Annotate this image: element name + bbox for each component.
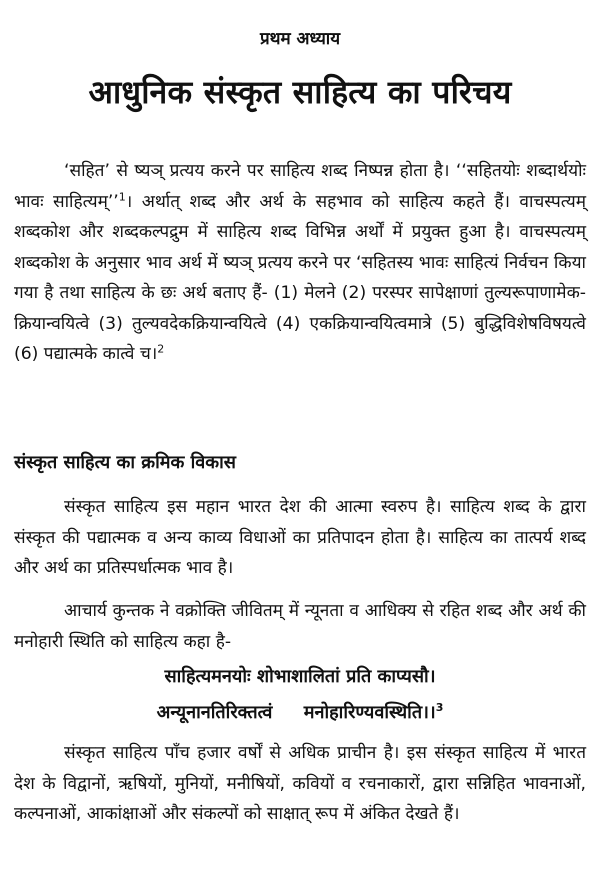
verse-line-1: साहित्यमनयोः शोभाशालितां प्रति काप्यसौ। — [164, 666, 436, 687]
verse-text: अन्यूनानतिरिक्तत्वं मनोहारिण्यवस्थिति।। — [156, 702, 436, 723]
paragraph-definition — [14, 156, 586, 370]
chapter-label: प्रथम अध्याय — [259, 29, 341, 49]
paragraph-text: ‘सहित’ से ष्यञ् प्रत्यय करने पर साहित्य शब्द निष्पन्न होता है। ‘‘सहितयोः शब्दार्थयोः भावः साहित्यम्’’ — [14, 161, 586, 212]
footnote-marker: 3 — [435, 701, 444, 714]
paragraph-kuntaka: आचार्य कुन्तक ने वक्रोक्ति जीवितम् में न्यूनता व आधिक्य से रहित शब्द और अर्थ की मनोहारी स्थिति को साहित्य कहा है- — [14, 601, 586, 652]
section-heading: संस्कृत साहित्य का क्रमिक विकास — [14, 452, 236, 473]
paragraph-text: । अर्थात् शब्द और अर्थ के सहभाव को साहित्य कहते हैं। वाचस्पत्यम् शब्दकोश और शब्दकल्पद्रुम में साहित्य शब्द विभिन्न अर्थों में प्रयुक्त हुआ है। वाचस्पत्यम् शब्दकोश के अनुसार भाव अर्थ में ष्यञ् प्रत्यय करने पर ‘सहितस्य भावः साहित्यं निर्वचन किया गया है तथा साहित्य के छः अर्थ बताए हैं- (1) मेलने (2) परस्पर सापेक्षाणां तुल्यरूपाणामेक-क्रियान्वयित्वे (3) तुल्यवदेकक्रियान्वयित्वे (4) एकक्रियान्वयित्वमात्रे (5) बुद्धिविशेषविषयत्वे (6) पद्यात्मके कात्वे च। — [14, 191, 586, 364]
verse-line-2 — [0, 700, 600, 724]
paragraph-essence: संस्कृत साहित्य इस महान भारत देश की आत्मा स्वरुप है। साहित्य शब्द के द्वारा संस्कृत की पद्यात्मक व अन्य काव्य विधाओं का प्रतिपादन होता है। साहित्य का तात्पर्य शब्द और अर्थ का प्रतिस्पर्धात्मक भाव है। — [14, 497, 586, 578]
chapter-title: आधुनिक संस्कृत साहित्य का परिचय — [88, 73, 512, 111]
footnote-marker: 2 — [157, 342, 165, 356]
footnote-marker: 1 — [118, 189, 126, 203]
paragraph-antiquity: संस्कृत साहित्य पाँच हजार वर्षों से अधिक प्राचीन है। इस संस्कृत साहित्य में भारत देश के विद्वानों, ऋषियों, मुनियों, मनीषियों, कवियों व रचनाकारों, द्वारा सन्निहित भावनाओं, कल्पनाओं, आकांक्षाओं और संकल्पों को साक्षात् रूप में अंकित देखते हैं। — [14, 743, 586, 824]
